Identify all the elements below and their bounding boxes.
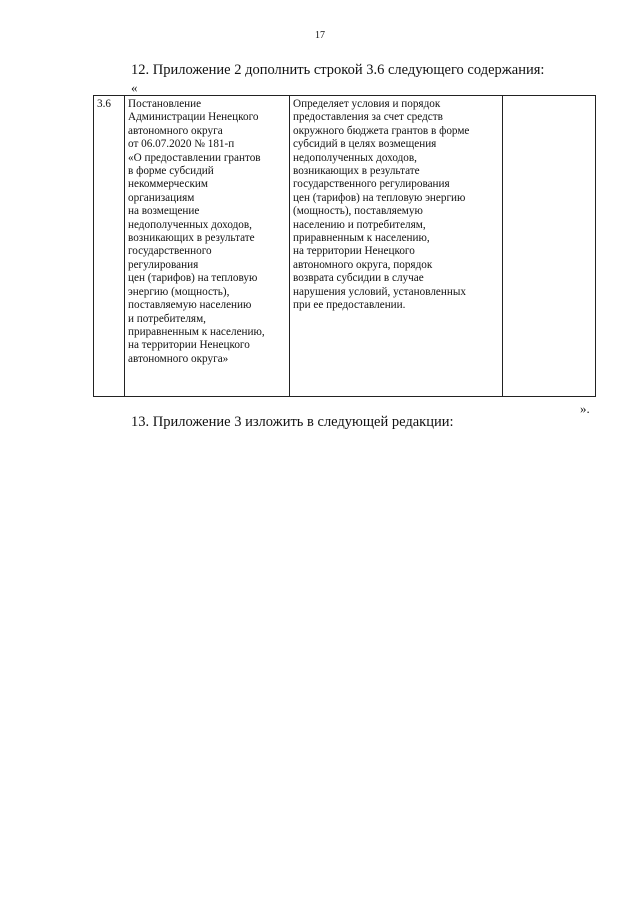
- description-cell: [290, 96, 503, 397]
- table-row: [94, 96, 596, 397]
- document-line: автономного округа»: [128, 352, 229, 365]
- document-line: поставляемую населению: [128, 299, 252, 312]
- page-number: 17: [315, 30, 325, 41]
- description-line: нарушения условий, установленных: [293, 285, 466, 298]
- description-line: населению и потребителям,: [293, 218, 426, 231]
- document-line: Постановление: [128, 98, 202, 110]
- paragraph-13: 13. Приложение 3 изложить в следующей редакции:: [131, 414, 454, 430]
- description-line: возникающих в результате: [293, 165, 420, 178]
- description-line: государственного регулирования: [293, 178, 450, 191]
- description-line: (мощность), поставляемую: [293, 205, 423, 218]
- document-line: цен (тарифов) на тепловую: [128, 272, 258, 285]
- document-line: регулирования: [128, 258, 199, 271]
- document-cell: [125, 96, 290, 397]
- description-line: субсидий в целях возмещения: [293, 138, 437, 151]
- document-line: Администрации Ненецкого: [128, 111, 259, 124]
- document-line: энергию (мощность),: [128, 285, 230, 298]
- description-line: Определяет условия и порядок: [293, 98, 441, 110]
- opening-quote: «: [131, 80, 138, 95]
- document-line: некоммерческим: [128, 178, 208, 191]
- document-line: автономного округа: [128, 124, 223, 137]
- description-line: при ее предоставлении.: [293, 299, 406, 312]
- document-line: на возмещение: [128, 205, 200, 218]
- document-line: государственного: [128, 245, 212, 258]
- description-line: предоставления за счет средств: [293, 111, 443, 124]
- amendment-table: [93, 95, 596, 397]
- description-line: недополученных доходов,: [293, 151, 417, 164]
- row-number: 3.6: [97, 98, 111, 110]
- document-line: недополученных доходов,: [128, 218, 252, 231]
- document-line: и потребителям,: [128, 312, 206, 325]
- document-line: организациям: [128, 191, 195, 204]
- description-line: на территории Ненецкого: [293, 245, 415, 258]
- description-line: возврата субсидии в случае: [293, 272, 424, 285]
- document-line: от 06.07.2020 № 181-п: [128, 138, 235, 151]
- description-line: приравненным к населению,: [293, 232, 430, 245]
- empty-cell: [503, 96, 596, 397]
- description-line: цен (тарифов) на тепловую энергию: [293, 191, 466, 204]
- document-line: на территории Ненецкого: [128, 339, 250, 352]
- description-line: окружного бюджета грантов в форме: [293, 124, 470, 137]
- closing-quote: ».: [580, 401, 590, 416]
- document-line: приравненным к населению,: [128, 325, 265, 338]
- row-number-cell: [94, 96, 125, 397]
- document-line: в форме субсидий: [128, 165, 214, 178]
- description-line: автономного округа, порядок: [293, 258, 433, 271]
- document-line: «О предоставлении грантов: [128, 151, 261, 164]
- document-line: возникающих в результате: [128, 232, 255, 245]
- paragraph-12: 12. Приложение 2 дополнить строкой 3.6 следующего содержания:: [131, 62, 545, 78]
